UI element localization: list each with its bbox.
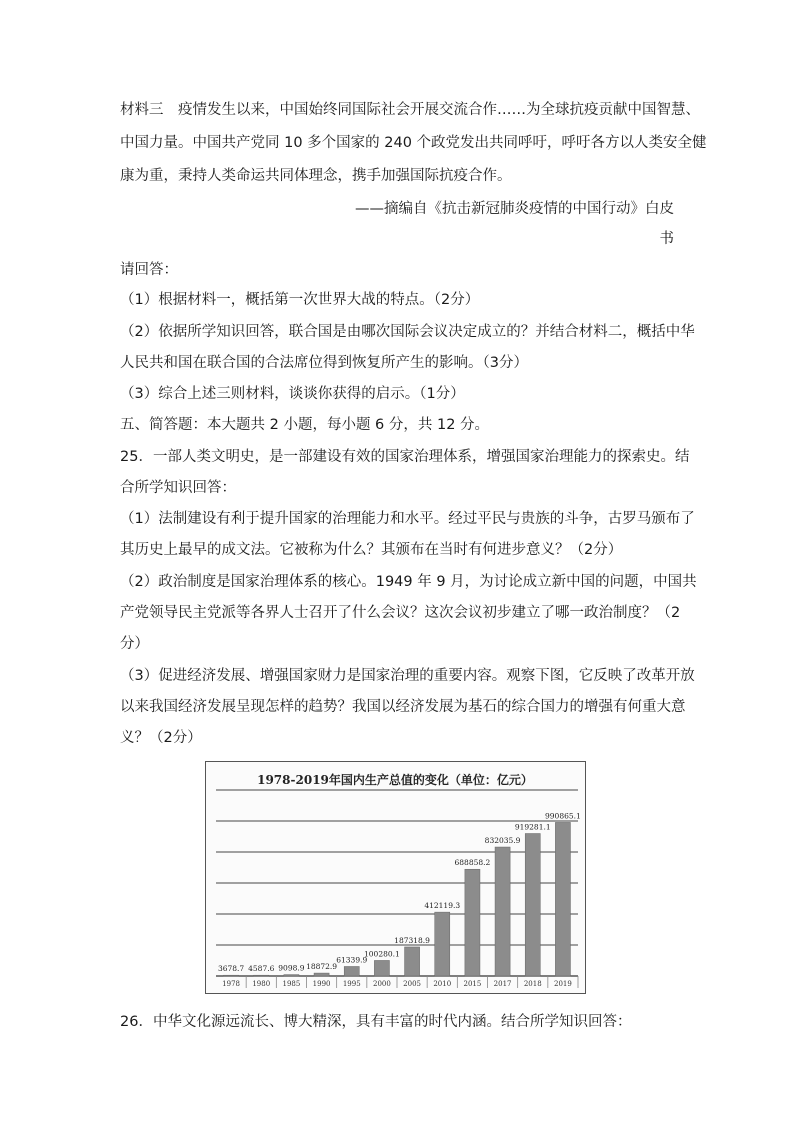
x-tick-label-2017: 2017 — [493, 980, 512, 988]
bar-2017 — [495, 847, 510, 976]
bar-2005 — [405, 947, 420, 976]
chart-title: 1978-2019年国内生产总值的变化（单位：亿元） — [257, 773, 533, 787]
material3-line-2: 中国力量。中国共产党同 10 多个国家的 240 个政党发出共同呼吁，呼吁各方以人类安全健 — [120, 135, 707, 151]
source-citation-line-2: 书 — [659, 231, 674, 247]
bar-value-label-1980: 4587.6 — [248, 964, 275, 974]
bar-1985 — [284, 975, 299, 976]
bar-2000 — [374, 960, 389, 976]
bar-1990 — [314, 973, 329, 976]
q25-part3-line-3: 义？（2分） — [120, 730, 202, 746]
q25-part2-line-1: （2）政治制度是国家治理体系的核心。1949 年 9 月，为讨论成立新中国的问题，中国共 — [120, 574, 697, 590]
bar-value-label-1995: 61339.9 — [336, 955, 368, 965]
x-tick-label-2005: 2005 — [403, 980, 421, 988]
x-tick-label-1985: 1985 — [282, 980, 301, 988]
bar-value-label-2010: 412119.3 — [424, 901, 461, 911]
bar-2018 — [525, 834, 540, 976]
bar-2010 — [435, 912, 450, 976]
bar-value-label-1978: 3678.7 — [217, 964, 245, 974]
q25-part1-line-2: 其历史上最早的成文法。它被称为什么？其颁布在当时有何进步意义？（2分） — [120, 542, 623, 558]
question-24-2-line-2: 人民共和国在联合国的合法席位得到恢复所产生的影响。（3分） — [120, 355, 528, 371]
x-tick-label-2010: 2010 — [433, 980, 452, 988]
q25-intro-line-2: 合所学知识回答： — [120, 480, 236, 496]
source-citation-line-1: ——摘编自《抗击新冠肺炎疫情的中国行动》白皮 — [355, 201, 674, 217]
x-tick-label-1995: 1995 — [342, 980, 361, 988]
bar-value-label-2005: 187318.9 — [394, 935, 430, 945]
bar-value-label-2018: 919281.1 — [514, 822, 551, 832]
bar-value-label-2015: 688858.2 — [454, 858, 491, 868]
material3-line-3: 康为重，秉持人类命运共同体理念，携手加强国际抗疫合作。 — [120, 168, 512, 184]
q26-intro: 26．中华文化源远流长、博大精深，具有丰富的时代内涵。结合所学知识回答： — [120, 1014, 632, 1030]
x-tick-label-2019: 2019 — [554, 980, 572, 988]
bar-value-label-2019: 990865.1 — [545, 811, 581, 821]
x-tick-label-1978: 1978 — [222, 980, 240, 988]
questions-prompt: 请回答： — [120, 262, 178, 278]
x-tick-label-1980: 1980 — [252, 980, 271, 988]
q25-intro-line-1: 25．一部人类文明史，是一部建设有效的国家治理体系，增强国家治理能力的探索史。结 — [120, 449, 690, 465]
q25-part1-line-1: （1）法制建设有利于提升国家的治理能力和水平。经过平民与贵族的斗争，古罗马颁布了 — [120, 511, 695, 527]
x-tick-label-2015: 2015 — [463, 980, 482, 988]
q25-part3-line-2: 以来我国经济发展呈现怎样的趋势？我国以经济发展为基石的综合国力的增强有何重大意 — [120, 699, 686, 715]
bar-value-label-1990: 18872.9 — [306, 962, 338, 972]
x-tick-label-2000: 2000 — [373, 980, 391, 988]
bar-1978 — [224, 975, 239, 976]
q25-part2-line-2: 产党领导民主党派等各界人士召开了什么会议？这次会议初步建立了哪一政治制度？（2 — [120, 605, 681, 621]
bar-value-label-2000: 100280.1 — [364, 949, 400, 959]
bar-2019 — [555, 822, 570, 976]
material3-line-1: 材料三 疫情发生以来，中国始终同国际社会开展交流合作……为全球抗疫贡献中国智慧、 — [120, 102, 700, 118]
bar-1995 — [344, 966, 359, 976]
section-5-title: 五、简答题：本大题共 2 小题，每小题 6 分，共 12 分。 — [120, 417, 490, 433]
bar-1980 — [254, 975, 269, 976]
question-24-2-line-1: （2）依据所学知识回答，联合国是由哪次国际会议决定成立的？并结合材料二，概括中华 — [120, 324, 695, 340]
q25-part2-line-3: 分） — [120, 636, 149, 652]
bar-value-label-2017: 832035.9 — [484, 836, 521, 846]
gdp-chart-svg — [206, 762, 585, 993]
question-24-1: （1）根据材料一，概括第一次世界大战的特点。（2分） — [120, 292, 480, 308]
bar-value-label-1985: 9098.9 — [278, 963, 305, 973]
gdp-chart — [205, 761, 586, 994]
q25-part3-line-1: （3）促进经济发展、增强国家财力是国家治理的重要内容。观察下图，它反映了改革开放 — [120, 668, 695, 684]
x-tick-label-1990: 1990 — [312, 980, 331, 988]
bar-2015 — [465, 869, 480, 976]
x-tick-label-2018: 2018 — [523, 980, 542, 988]
question-24-3: （3）综合上述三则材料，谈谈你获得的启示。（1分） — [120, 386, 465, 402]
